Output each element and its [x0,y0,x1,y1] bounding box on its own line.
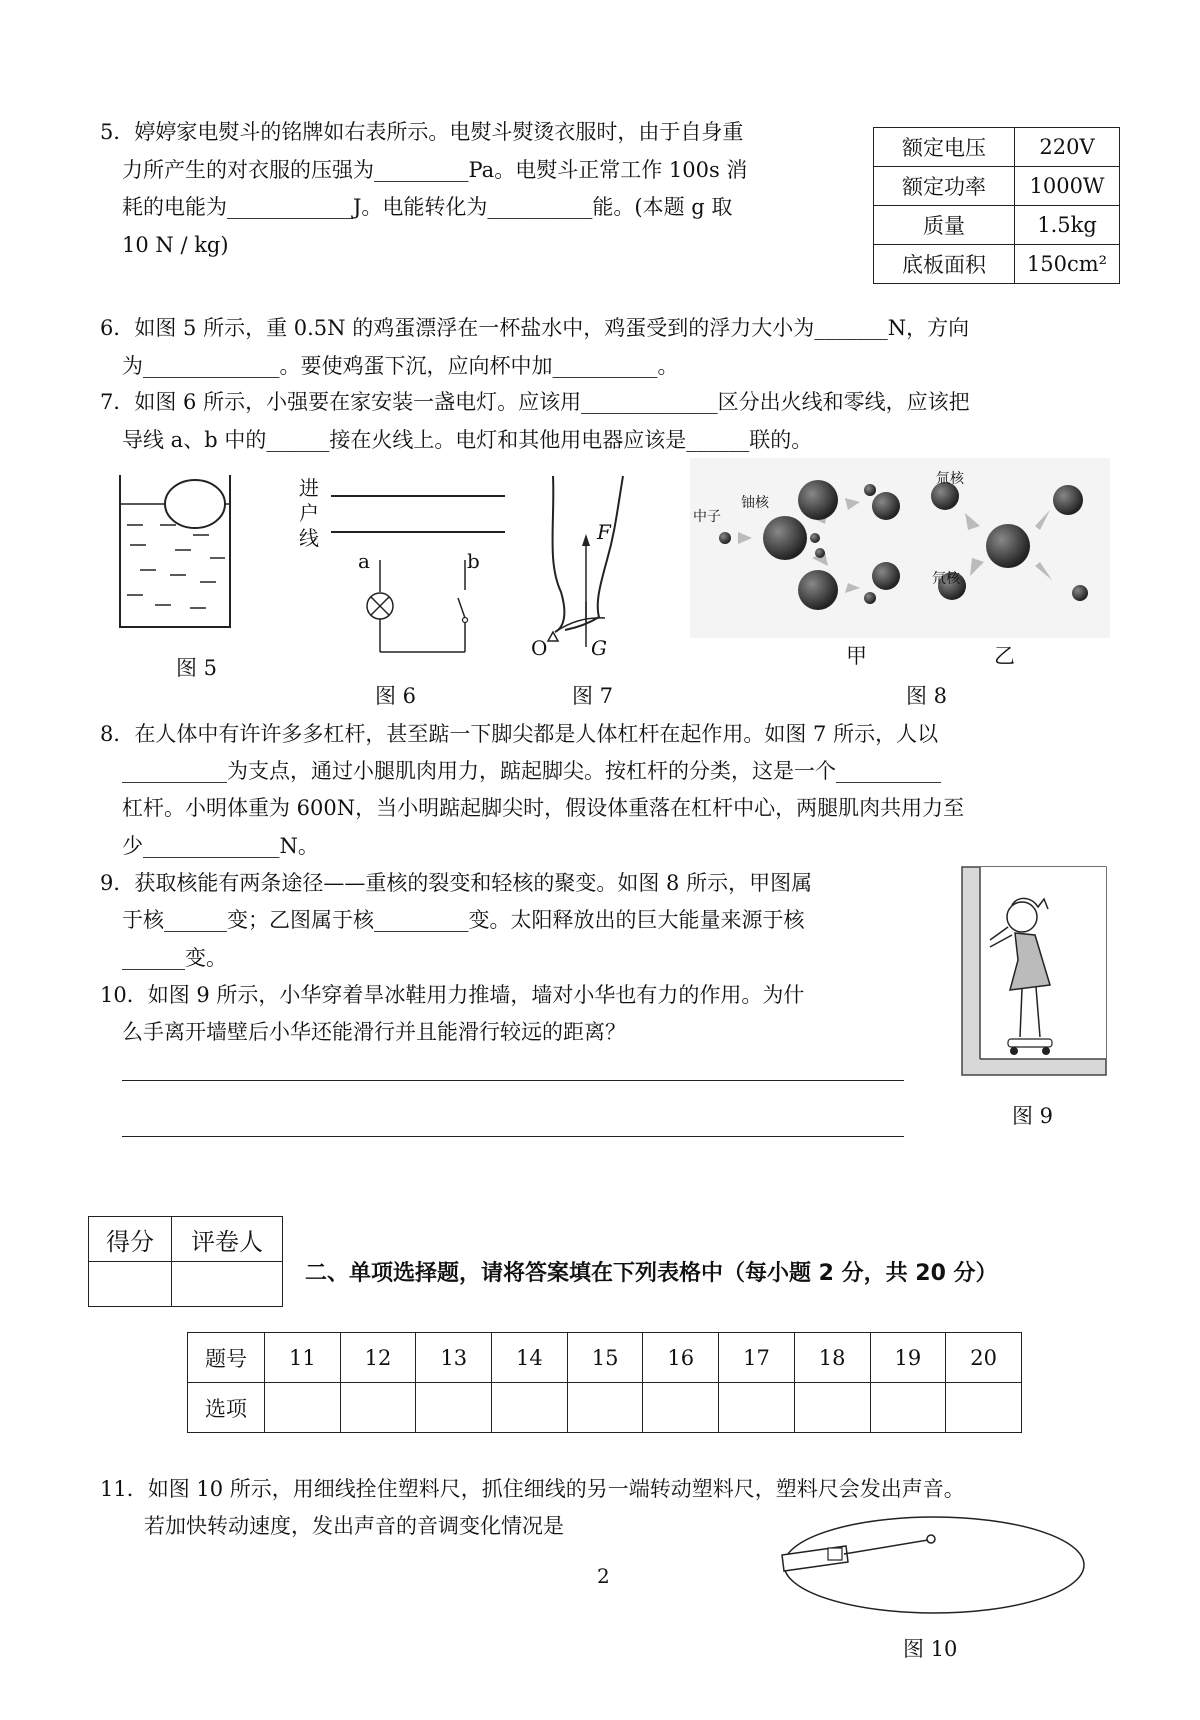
answer-cell[interactable] [340,1383,416,1433]
answer-cell[interactable] [946,1383,1022,1433]
score-cell[interactable] [89,1262,172,1307]
q9-line-2: 于核______变；乙图属于核_________变。太阳释放出的巨大能量来源于核 [122,908,805,932]
figure-8-uranium-label: 铀核 [741,495,769,511]
question-number: 19 [870,1333,946,1383]
figure-8-tritium-label: 氚核 [936,471,964,487]
question-number: 13 [416,1333,492,1383]
figure-6-circuit [325,480,510,660]
figure-6-wire-b: b [467,549,480,573]
q8-line-1: 8．在人体中有许许多多杠杆，甚至踮一下脚尖都是人体杠杆在起作用。如图 7 所示，人以 [100,722,939,746]
question-number: 14 [492,1333,568,1383]
q7-line-2: 导线 a、b 中的______接在火线上。电灯和其他用电器应该是______联的。 [122,428,813,452]
q6-line-2: 为_____________。要使鸡蛋下沉，应向杯中加__________。 [122,354,679,378]
q11-line-2: 若加快转动速度，发出声音的音调变化情况是 [144,1514,564,1538]
answer-cell[interactable] [794,1383,870,1433]
figure-7-force-f: F [597,520,611,544]
grader-header: 评卷人 [172,1217,283,1262]
q5-line-1: 5．婷婷家电熨斗的铭牌如右表所示。电熨斗熨烫衣服时，由于自身重 [100,120,744,144]
score-table [88,1216,283,1307]
figure-5-caption: 图 5 [176,656,218,680]
answer-cell[interactable] [643,1383,719,1433]
section-2-title: 二、单项选择题，请将答案填在下列表格中（每小题 2 分，共 20 分） [305,1261,998,1286]
q10-line-1: 10．如图 9 所示，小华穿着旱冰鞋用力推墙，墙对小华也有力的作用。为什 [100,983,805,1007]
q7-line-1: 7．如图 6 所示，小强要在家安装一盏电灯。应该用_____________区分出火线和零线，应该把 [100,390,970,414]
spec-value: 220V [1015,128,1120,167]
q8-line-2: __________为支点，通过小腿肌肉用力，踮起脚尖。按杠杆的分类，这是一个__________ [122,759,941,783]
figure-6-entry-label [299,476,319,551]
question-number: 12 [340,1333,416,1383]
figure-9-caption: 图 9 [1012,1104,1054,1128]
figure-8-yi-label: 乙 [994,644,1015,668]
answer-row-label: 题号 [188,1333,265,1383]
q5-line-2: 力所产生的对衣服的压强为_________Pa。电熨斗正常工作 100s 消 [122,158,748,182]
figure-7-leg-lever [525,472,635,657]
question-number: 11 [265,1333,341,1383]
q8-line-3: 杠杆。小明体重为 600N，当小明踮起脚尖时，假设体重落在杠杆中心，两腿肌肉共用力至 [122,796,965,820]
question-number: 15 [567,1333,643,1383]
answer-cell[interactable] [492,1383,568,1433]
question-number: 20 [946,1333,1022,1383]
q9-line-1: 9．获取核能有两条途径——重核的裂变和轻核的聚变。如图 8 所示，甲图属 [100,871,813,895]
answer-cell[interactable] [416,1383,492,1433]
entry-char: 户 [299,501,319,525]
figure-8-neutron-label: 中子 [693,509,721,525]
answer-cell[interactable] [719,1383,795,1433]
q6-line-1: 6．如图 5 所示，重 0.5N 的鸡蛋漂浮在一杯盐水中，鸡蛋受到的浮力大小为_______N，方向 [100,316,970,340]
figure-8-jia-label: 甲 [846,644,867,668]
q10-answer-line-2 [122,1136,904,1137]
figure-8-caption: 图 8 [906,684,948,708]
question-number: 17 [719,1333,795,1383]
spec-label: 额定功率 [874,167,1015,206]
spec-value: 150cm² [1015,245,1120,284]
q8-line-4: 少_____________N。 [122,834,319,858]
figure-10-spinning-ruler [778,1510,1090,1620]
q5-line-3: 耗的电能为____________J。电能转化为__________能。(本题 g 取 [122,195,733,219]
answer-cell[interactable] [265,1383,341,1433]
figure-8-deuterium-label: 氘核 [932,571,960,587]
answer-cell[interactable] [567,1383,643,1433]
figure-6-wire-a: a [358,549,370,573]
figure-6-caption: 图 6 [375,684,417,708]
spec-value: 1.5kg [1015,206,1120,245]
spec-label: 底板面积 [874,245,1015,284]
q10-line-2: 么手离开墙壁后小华还能滑行并且能滑行较远的距离？ [122,1020,626,1044]
answer-row-label: 选项 [188,1383,265,1433]
answer-cell[interactable] [870,1383,946,1433]
spec-label: 额定电压 [874,128,1015,167]
q5-line-4: 10 N / kg) [122,233,229,257]
q10-answer-line-1 [122,1080,904,1081]
figure-8-nuclear [690,458,1110,638]
figure-7-caption: 图 7 [572,684,614,708]
page-number: 2 [597,1564,610,1588]
figure-7-pivot-o: O [531,636,548,660]
figure-9-girl-skating [960,865,1108,1077]
question-number: 18 [794,1333,870,1383]
spec-value: 1000W [1015,167,1120,206]
score-header: 得分 [89,1217,172,1262]
entry-char: 线 [299,526,319,550]
answer-table [187,1332,1022,1433]
grader-cell[interactable] [172,1262,283,1307]
question-number: 16 [643,1333,719,1383]
figure-7-force-g: G [591,636,607,660]
iron-spec-table [873,127,1120,284]
spec-label: 质量 [874,206,1015,245]
q11-line-1: 11．如图 10 所示，用细线拴住塑料尺，抓住细线的另一端转动塑料尺，塑料尺会发出声音。 [100,1477,965,1501]
figure-10-caption: 图 10 [903,1637,958,1661]
figure-5-beaker [115,470,235,630]
entry-char: 进 [299,476,319,500]
q9-line-3: ______变。 [122,946,227,970]
